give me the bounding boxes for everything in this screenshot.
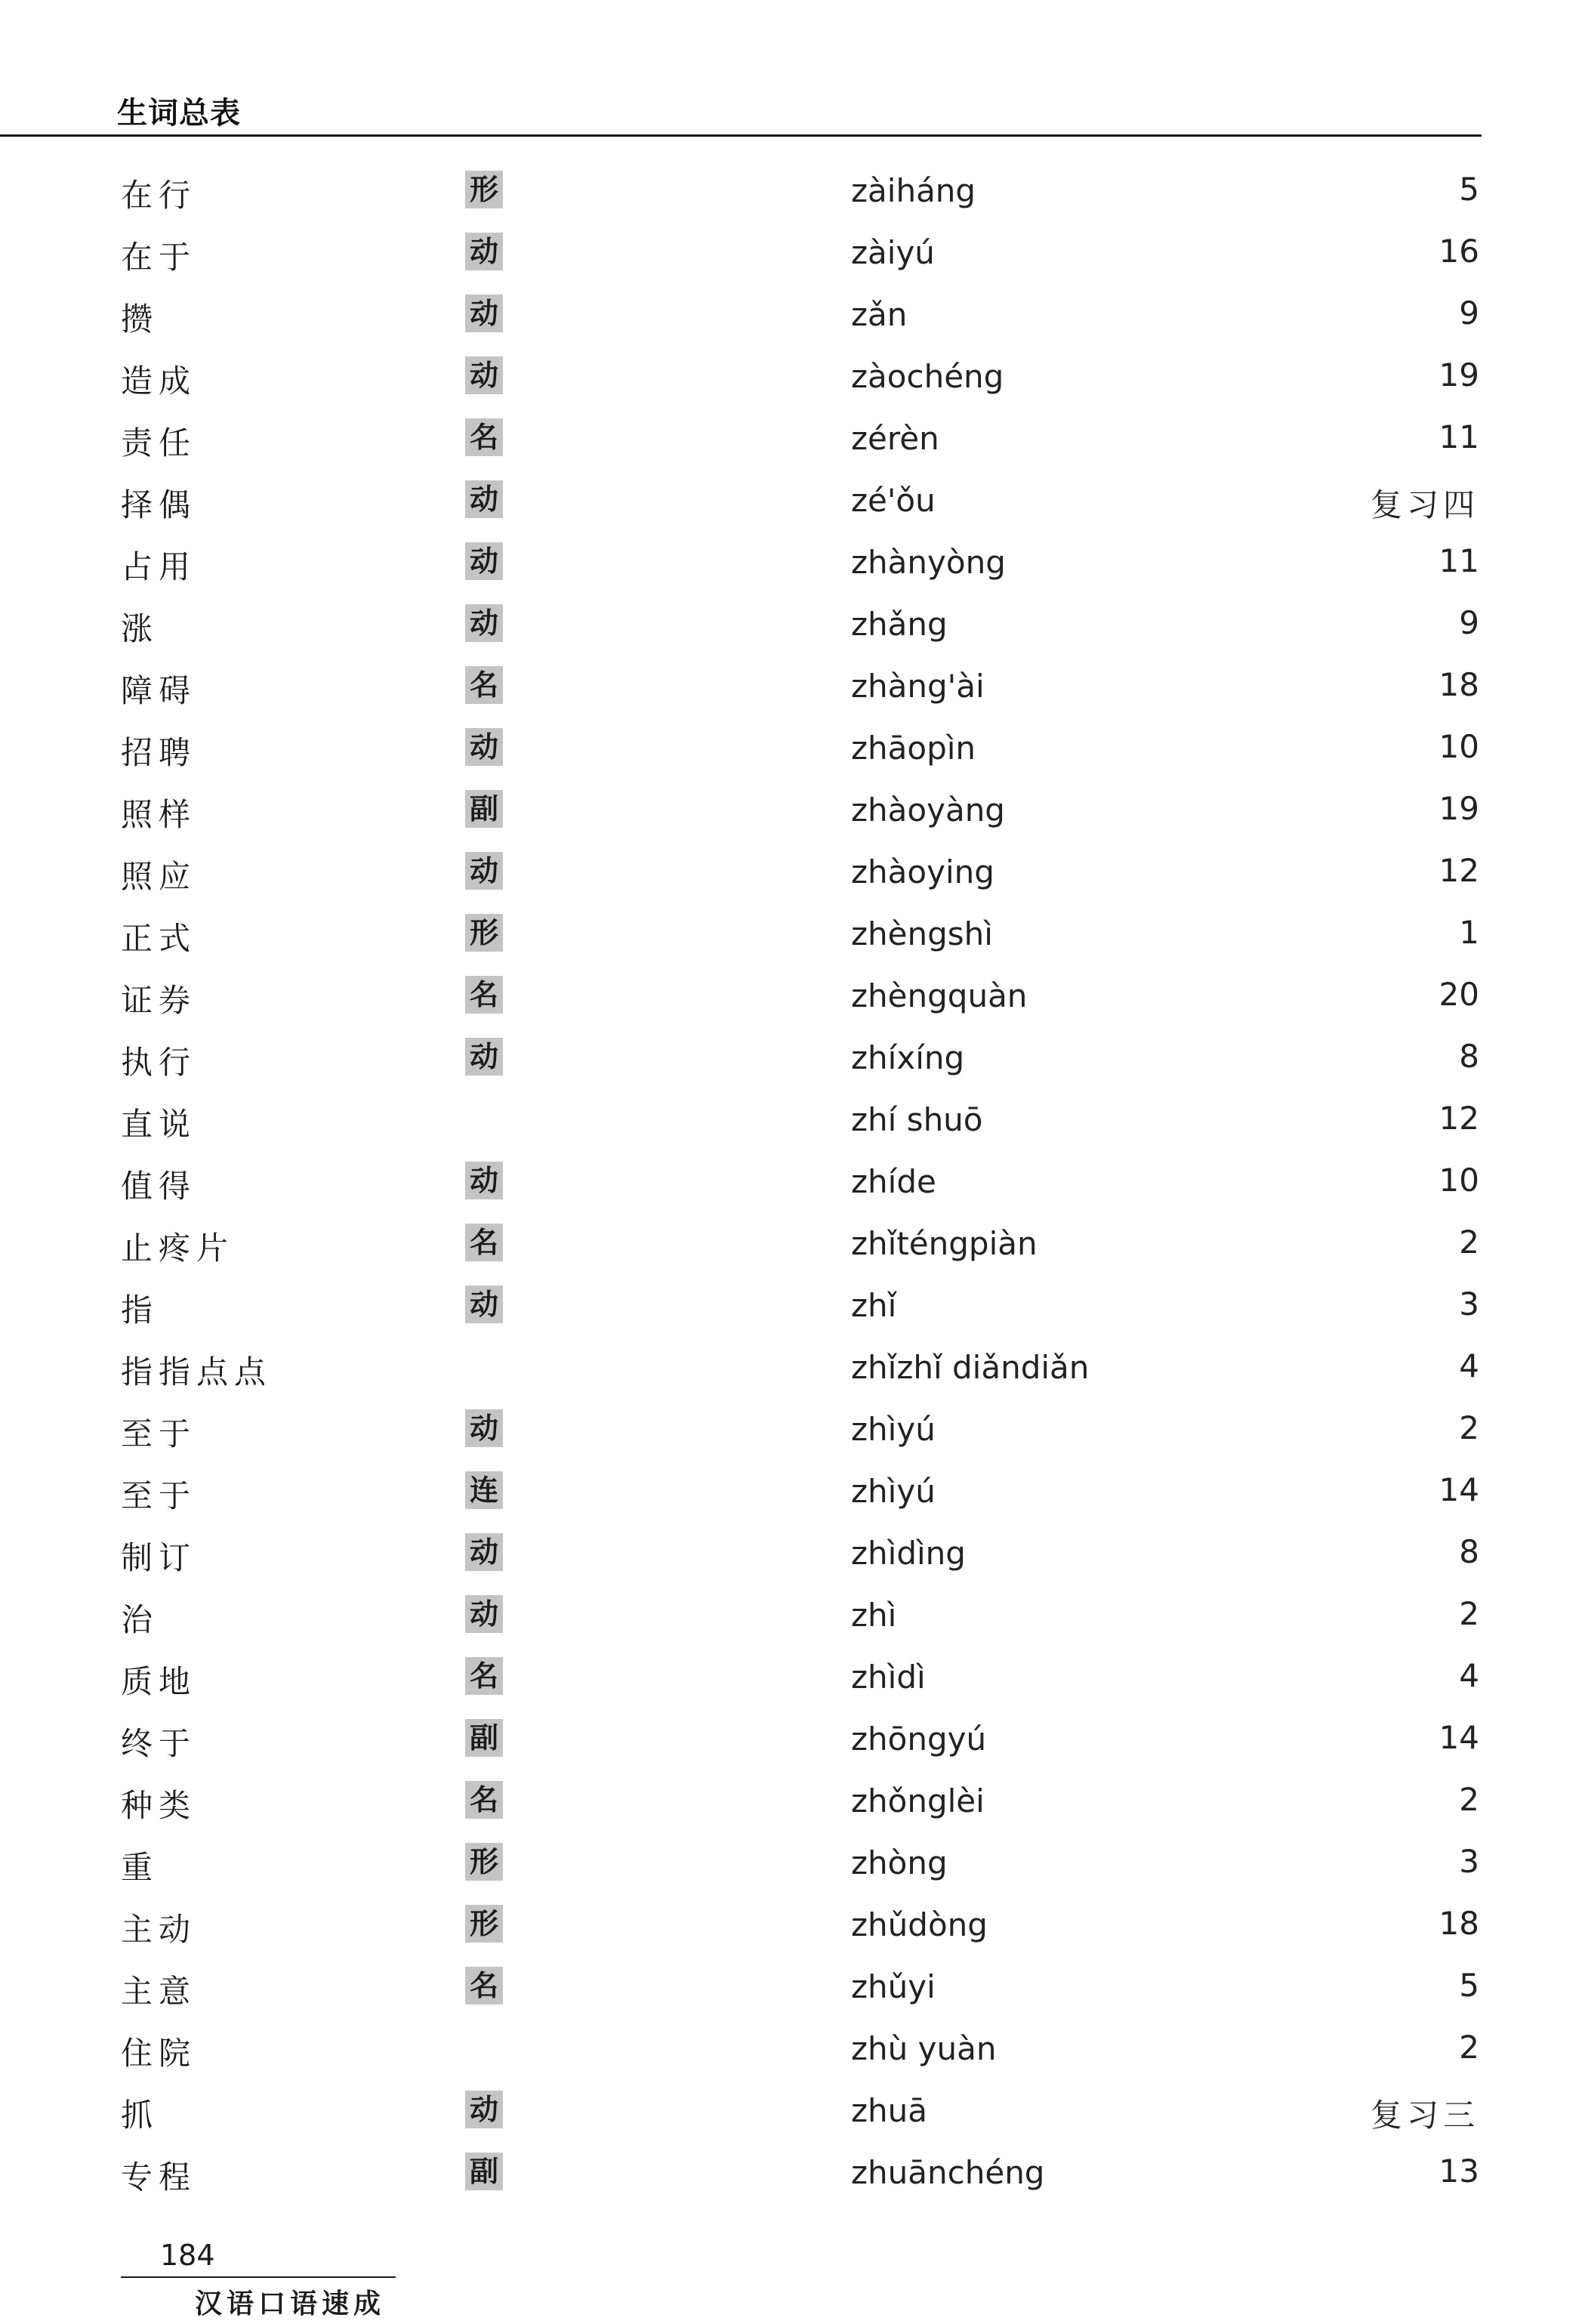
vocab-part-of-speech: 动 <box>465 852 503 890</box>
vocab-row <box>0 1959 1585 2021</box>
vocab-part-of-speech: 名 <box>465 1967 503 2005</box>
vocab-row <box>0 1897 1585 1959</box>
vocab-hanzi: 正式 <box>121 920 197 957</box>
vocab-part-of-speech: 动 <box>465 604 503 642</box>
vocab-hanzi: 在于 <box>121 239 197 276</box>
vocab-hanzi: 障碍 <box>121 672 197 709</box>
vocab-hanzi: 制订 <box>121 1539 197 1576</box>
vocab-pinyin: zhù yuàn <box>851 2030 997 2067</box>
vocab-lesson: 10 <box>1439 728 1479 765</box>
vocab-pinyin: zàiyú <box>851 234 935 271</box>
vocab-hanzi: 主意 <box>121 1973 197 2010</box>
vocab-pinyin: zhòng <box>851 1844 948 1881</box>
vocab-row <box>0 2145 1585 2207</box>
vocab-row <box>0 287 1585 349</box>
vocab-lesson: 1 <box>1459 914 1479 951</box>
vocab-pinyin: zǎn <box>851 296 908 333</box>
vocab-lesson: 18 <box>1439 1905 1479 1942</box>
vocab-part-of-speech: 动 <box>465 542 503 580</box>
vocab-lesson: 16 <box>1439 233 1479 270</box>
vocab-pinyin: zhíxíng <box>851 1039 965 1076</box>
vocab-pinyin: zhàng'ài <box>851 668 985 705</box>
vocab-part-of-speech: 形 <box>465 171 503 208</box>
header-divider <box>0 134 1482 137</box>
vocab-pinyin: zé'ǒu <box>851 482 936 519</box>
vocab-lesson: 2 <box>1459 1595 1479 1632</box>
vocab-hanzi: 造成 <box>121 363 197 400</box>
vocabulary-list <box>0 163 1585 2207</box>
vocab-hanzi: 值得 <box>121 1168 197 1205</box>
vocab-pinyin: zhuānchéng <box>851 2154 1045 2191</box>
vocab-pinyin: zhí shuō <box>851 1101 983 1138</box>
vocab-part-of-speech: 名 <box>465 1657 503 1695</box>
vocab-part-of-speech: 动 <box>465 480 503 518</box>
vocab-row <box>0 782 1585 844</box>
vocab-pinyin: zhuā <box>851 2092 928 2129</box>
vocab-row <box>0 1154 1585 1216</box>
vocab-row <box>0 225 1585 287</box>
vocab-hanzi: 照样 <box>121 796 197 833</box>
vocab-hanzi: 占用 <box>121 548 197 585</box>
vocab-lesson: 2 <box>1459 1409 1479 1446</box>
vocab-row <box>0 2083 1585 2145</box>
vocab-part-of-speech: 动 <box>465 1038 503 1076</box>
vocab-pinyin: zhàoyàng <box>851 792 1005 829</box>
vocab-hanzi: 至于 <box>121 1415 197 1452</box>
vocab-part-of-speech: 动 <box>465 1533 503 1571</box>
vocab-row <box>0 1588 1585 1650</box>
vocab-row <box>0 2021 1585 2083</box>
vocab-hanzi: 责任 <box>121 424 197 461</box>
footer-divider <box>121 2276 396 2278</box>
vocab-part-of-speech: 动 <box>465 2091 503 2128</box>
vocab-part-of-speech: 形 <box>465 1843 503 1881</box>
vocab-pinyin: zhèngshì <box>851 915 993 952</box>
vocab-row <box>0 473 1585 535</box>
vocab-pinyin: zhìyú <box>851 1473 936 1510</box>
vocab-pinyin: zhìdìng <box>851 1535 966 1572</box>
vocab-pinyin: zhìdì <box>851 1659 926 1696</box>
vocab-row <box>0 906 1585 968</box>
vocab-hanzi: 止疼片 <box>121 1230 235 1267</box>
vocab-lesson: 11 <box>1439 542 1479 579</box>
vocab-row <box>0 721 1585 782</box>
vocab-lesson: 19 <box>1439 790 1479 827</box>
vocab-part-of-speech: 副 <box>465 2153 503 2190</box>
vocab-pinyin: zhìyú <box>851 1411 936 1448</box>
vocab-lesson: 14 <box>1439 1471 1479 1508</box>
vocab-lesson: 5 <box>1459 1967 1479 2004</box>
vocab-part-of-speech: 副 <box>465 1719 503 1757</box>
vocab-row <box>0 597 1585 659</box>
page-header-title: 生词总表 <box>117 96 241 131</box>
vocab-hanzi: 直说 <box>121 1106 197 1143</box>
vocab-part-of-speech: 名 <box>465 1224 503 1261</box>
vocab-part-of-speech <box>465 2029 503 2066</box>
vocab-part-of-speech: 动 <box>465 1409 503 1447</box>
vocab-pinyin: zhǒnglèi <box>851 1782 985 1819</box>
vocab-hanzi: 终于 <box>121 1725 197 1762</box>
vocab-row <box>0 1216 1585 1278</box>
vocab-lesson: 13 <box>1439 2153 1479 2190</box>
vocab-hanzi: 在行 <box>121 177 197 214</box>
vocab-pinyin: zhāopìn <box>851 730 976 767</box>
vocab-part-of-speech: 名 <box>465 1781 503 1819</box>
vocab-lesson: 20 <box>1439 976 1479 1013</box>
vocab-row <box>0 1650 1585 1711</box>
vocab-row <box>0 163 1585 225</box>
vocab-pinyin: zhànyòng <box>851 544 1006 581</box>
vocab-row <box>0 1711 1585 1773</box>
vocab-lesson: 4 <box>1459 1657 1479 1694</box>
vocab-row <box>0 1030 1585 1092</box>
vocab-hanzi: 质地 <box>121 1663 197 1700</box>
vocab-lesson: 复习三 <box>1370 2097 1479 2134</box>
vocab-hanzi: 指指点点 <box>121 1353 273 1390</box>
vocab-lesson: 12 <box>1439 852 1479 889</box>
vocab-lesson: 8 <box>1459 1533 1479 1570</box>
vocab-pinyin: zhǐténgpiàn <box>851 1225 1038 1262</box>
vocab-pinyin: zhōngyú <box>851 1721 987 1758</box>
vocab-row <box>0 1278 1585 1340</box>
vocab-row <box>0 1835 1585 1897</box>
vocab-pinyin: zhǔdòng <box>851 1906 988 1943</box>
vocab-lesson: 3 <box>1459 1843 1479 1880</box>
vocab-pinyin: zhèngquàn <box>851 977 1028 1014</box>
vocab-lesson: 8 <box>1459 1038 1479 1075</box>
vocab-pinyin: zhíde <box>851 1163 936 1200</box>
vocab-hanzi: 专程 <box>121 2159 197 2196</box>
vocab-part-of-speech: 形 <box>465 1905 503 1943</box>
vocab-lesson: 2 <box>1459 2029 1479 2066</box>
vocab-hanzi: 证券 <box>121 982 197 1019</box>
vocab-hanzi: 照应 <box>121 858 197 895</box>
vocab-part-of-speech: 动 <box>465 1595 503 1633</box>
vocab-row <box>0 1092 1585 1154</box>
vocab-part-of-speech: 动 <box>465 728 503 766</box>
vocab-lesson: 复习四 <box>1370 486 1479 523</box>
vocab-hanzi: 攒 <box>121 301 159 338</box>
vocab-part-of-speech: 名 <box>465 418 503 456</box>
vocab-row <box>0 1773 1585 1835</box>
vocab-pinyin: zhǐ <box>851 1287 897 1324</box>
vocab-part-of-speech: 形 <box>465 914 503 952</box>
vocab-pinyin: zhǎng <box>851 606 948 643</box>
vocab-lesson: 9 <box>1459 604 1479 641</box>
vocab-row <box>0 659 1585 721</box>
vocab-row <box>0 1464 1585 1526</box>
vocab-hanzi: 住院 <box>121 2035 197 2072</box>
vocab-row <box>0 535 1585 597</box>
vocab-hanzi: 指 <box>121 1292 159 1329</box>
vocab-lesson: 4 <box>1459 1347 1479 1384</box>
page-number: 184 <box>160 2239 215 2272</box>
book-title: 汉语口语速成 <box>195 2288 386 2319</box>
vocab-part-of-speech: 动 <box>465 356 503 394</box>
vocab-part-of-speech: 连 <box>465 1471 503 1509</box>
vocab-lesson: 10 <box>1439 1162 1479 1199</box>
vocab-row <box>0 1402 1585 1464</box>
vocab-part-of-speech <box>465 1100 503 1137</box>
vocab-hanzi: 种类 <box>121 1787 197 1824</box>
vocab-row <box>0 411 1585 473</box>
vocab-part-of-speech: 动 <box>465 1162 503 1199</box>
vocab-lesson: 9 <box>1459 295 1479 332</box>
vocab-hanzi: 抓 <box>121 2097 159 2134</box>
vocab-pinyin: zàochéng <box>851 358 1004 395</box>
vocab-part-of-speech: 动 <box>465 1285 503 1323</box>
vocab-pinyin: zhǔyi <box>851 1968 936 2005</box>
vocab-lesson: 12 <box>1439 1100 1479 1137</box>
vocab-row <box>0 1340 1585 1402</box>
vocab-hanzi: 主动 <box>121 1911 197 1948</box>
vocab-row <box>0 349 1585 411</box>
vocab-part-of-speech: 副 <box>465 790 503 828</box>
vocab-hanzi: 执行 <box>121 1044 197 1081</box>
vocab-pinyin: zhàoying <box>851 853 994 890</box>
vocab-row <box>0 968 1585 1030</box>
vocab-hanzi: 招聘 <box>121 734 197 771</box>
vocab-pinyin: zérèn <box>851 420 939 457</box>
vocab-lesson: 5 <box>1459 171 1479 208</box>
vocab-hanzi: 重 <box>121 1849 159 1886</box>
vocab-lesson: 14 <box>1439 1719 1479 1756</box>
vocab-part-of-speech: 名 <box>465 666 503 704</box>
vocab-part-of-speech: 动 <box>465 233 503 270</box>
vocab-part-of-speech: 名 <box>465 976 503 1014</box>
vocab-row <box>0 844 1585 906</box>
vocab-lesson: 3 <box>1459 1285 1479 1322</box>
vocab-part-of-speech: 动 <box>465 295 503 332</box>
vocab-lesson: 2 <box>1459 1224 1479 1261</box>
vocab-hanzi: 治 <box>121 1601 159 1638</box>
vocab-lesson: 2 <box>1459 1781 1479 1818</box>
vocab-hanzi: 择偶 <box>121 486 197 523</box>
vocab-pinyin: zàiháng <box>851 172 976 209</box>
vocab-hanzi: 涨 <box>121 610 159 647</box>
vocab-part-of-speech <box>465 1347 503 1385</box>
vocab-hanzi: 至于 <box>121 1477 197 1514</box>
vocab-pinyin: zhǐzhǐ diǎndiǎn <box>851 1349 1090 1386</box>
vocab-lesson: 18 <box>1439 666 1479 703</box>
vocab-lesson: 19 <box>1439 356 1479 394</box>
vocab-pinyin: zhì <box>851 1597 897 1634</box>
vocab-lesson: 11 <box>1439 418 1479 455</box>
vocab-row <box>0 1526 1585 1588</box>
